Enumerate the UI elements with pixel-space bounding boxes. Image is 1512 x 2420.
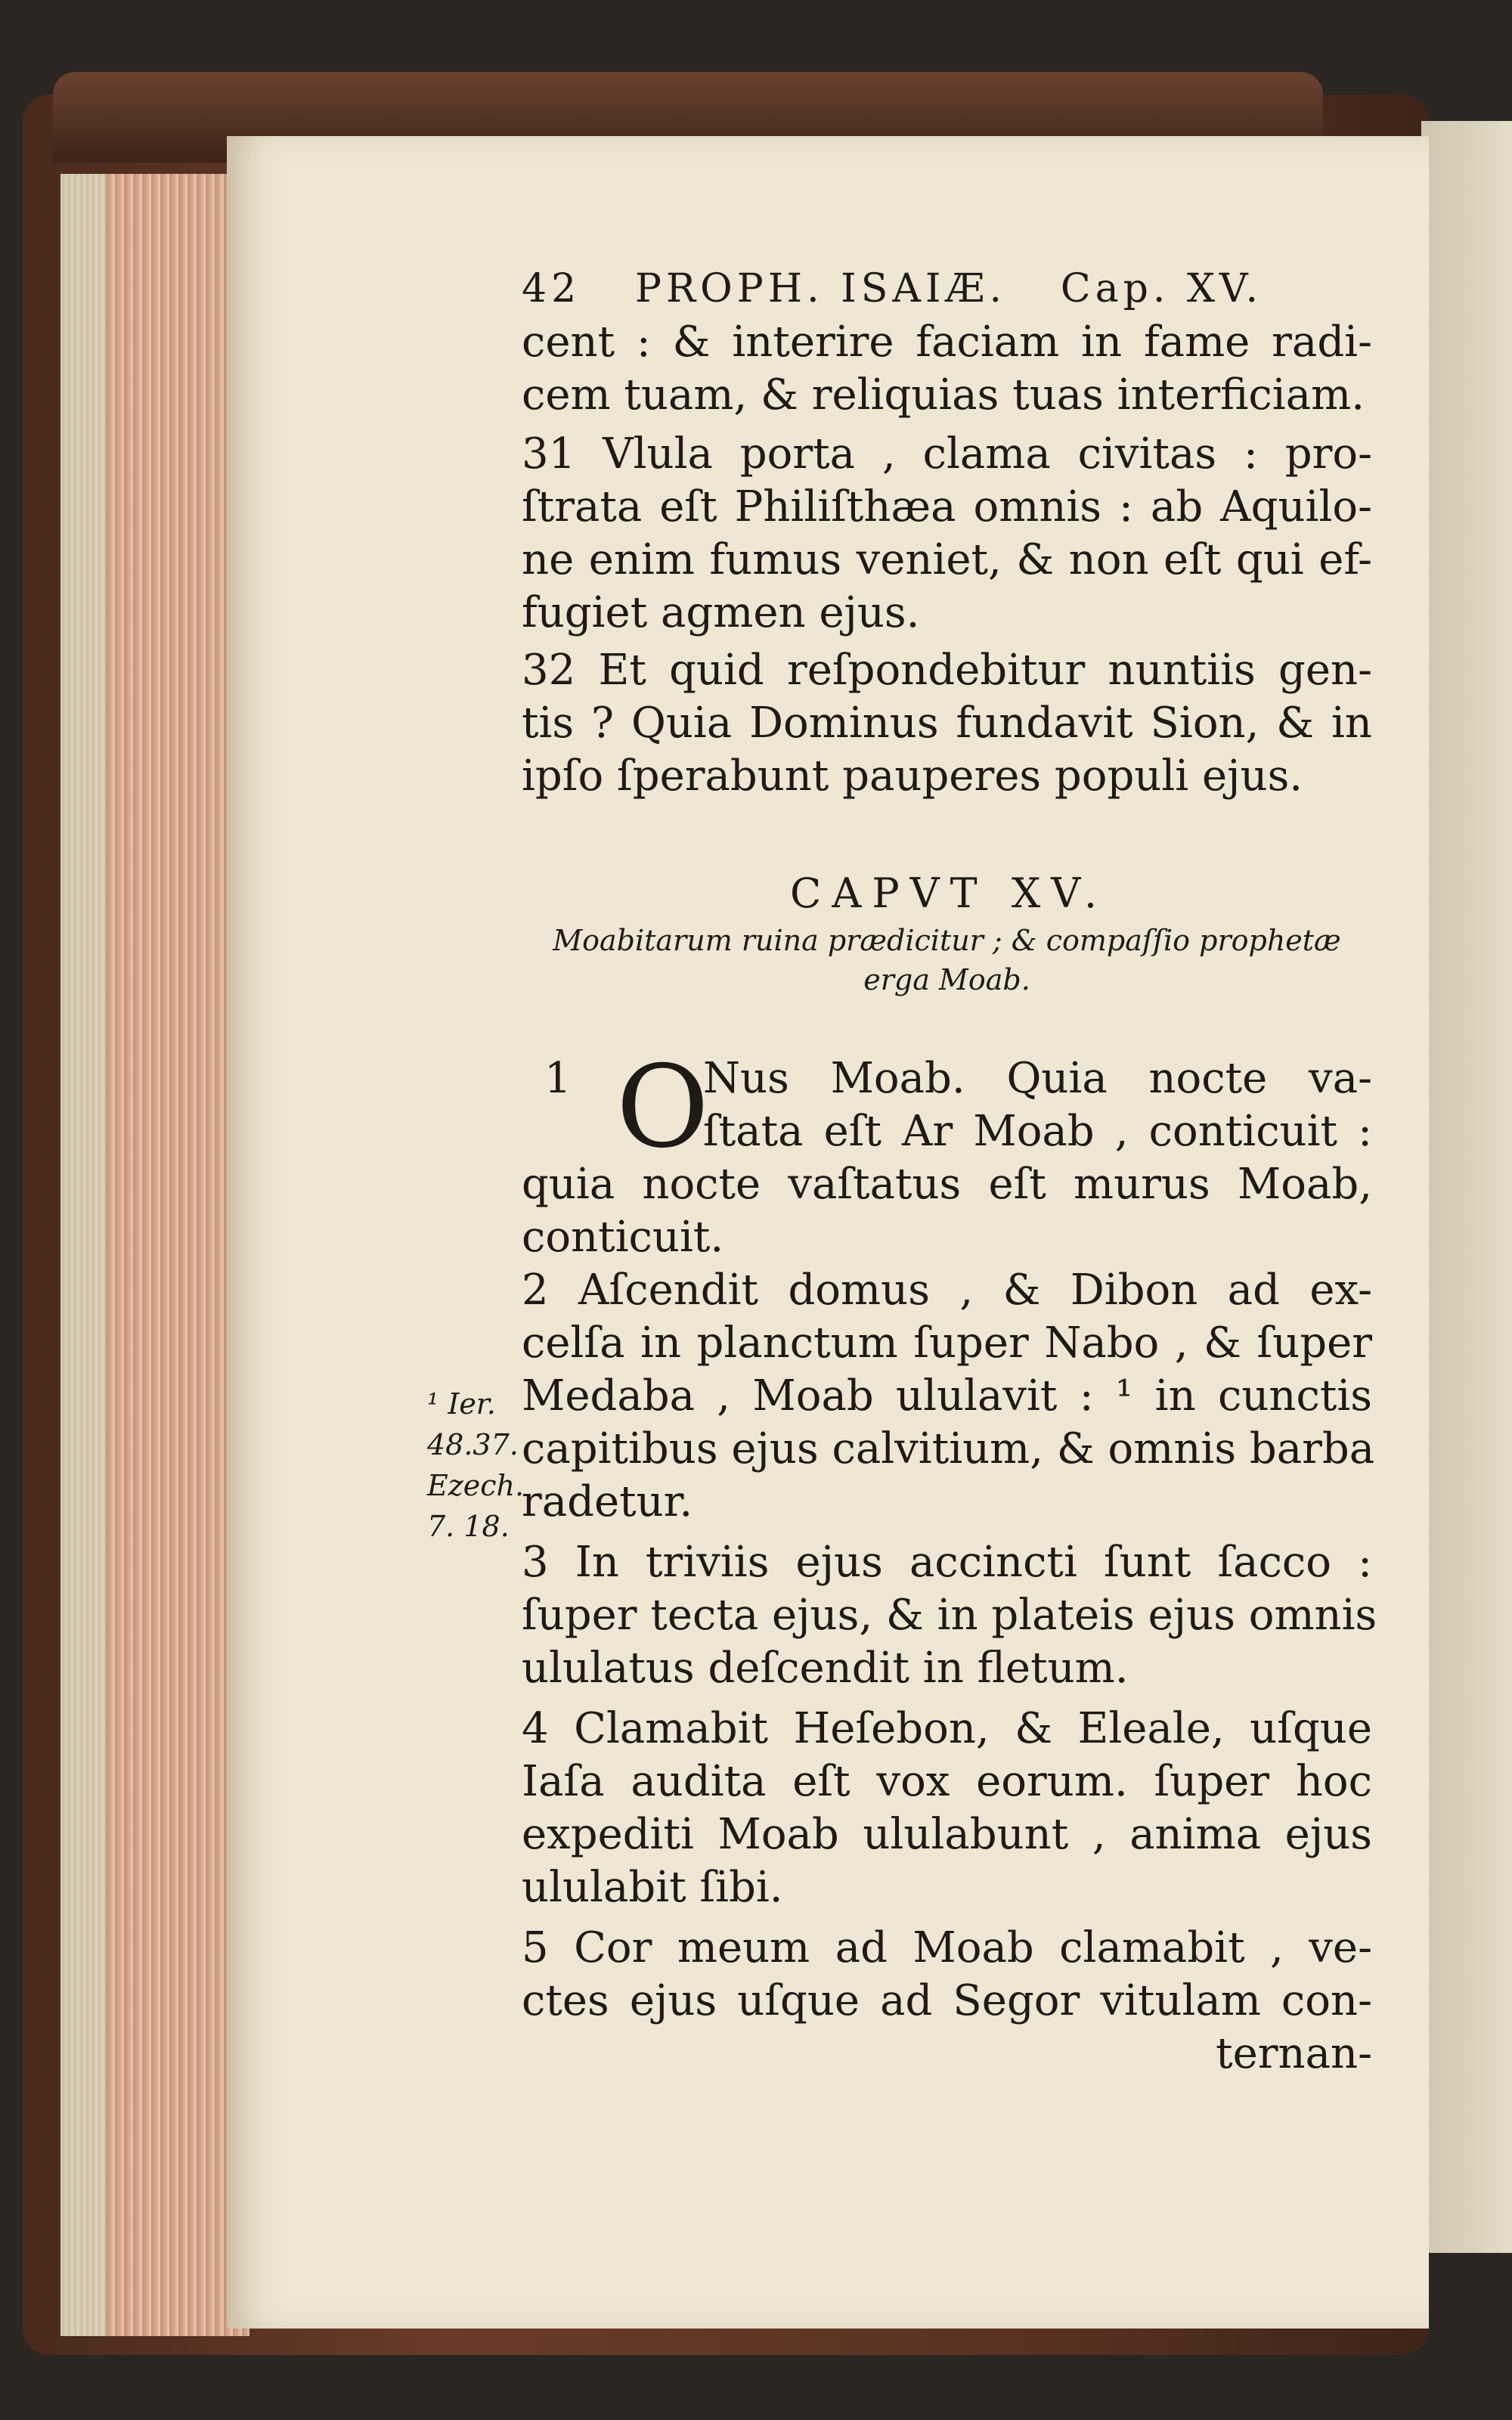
text-line: 4 Clamabit Heſebon, & Eleale, uſque [522,1704,1372,1753]
text-line: cent : & interire faciam in fame radi- [522,318,1372,367]
text-line: fugiet agmen ejus. [522,588,920,637]
text-line: ipſo ſperabunt pauperes populi ejus. [522,751,1303,801]
text-line: Medaba , Moab ululavit : ¹ in cunctis [522,1371,1372,1421]
text-line: 31 Vlula porta , clama civitas : pro- [522,429,1372,479]
text-line: tis ? Quia Dominus fundavit Sion, & in [522,699,1372,748]
facing-page-edge [1421,121,1512,2253]
chapter-summary [522,921,1372,999]
text-line: celſa in planctum ſuper Nabo , & ſuper [522,1318,1372,1368]
text-line: expediti Moab ululabunt , anima ejus [522,1810,1372,1859]
margin-note-line: 7. 18. [427,1510,510,1543]
text-line: ctes ejus uſque ad Segor vitulam con- [522,1976,1372,2025]
margin-note-line: 48.37. [427,1428,519,1461]
chapter-heading: CAPVT XV. [790,869,1108,917]
drop-cap: O [616,1042,709,1173]
text-line: Nus Moab. Quia nocte va- [703,1054,1372,1103]
text-line: quia nocte vaſtatus eſt murus Moab, [522,1160,1372,1209]
text-line: radetur. [522,1477,693,1526]
text-line: Iaſa audita eſt vox eorum. ſuper hoc [522,1757,1372,1806]
chapter-label: Cap. XV. [1060,266,1263,311]
text-line: ſtrata eſt Philiſthæa omnis : ab Aquilo- [522,482,1372,531]
running-head [522,266,1263,311]
text-line: ſuper tecta ejus, & in plateis ejus omnis [522,1591,1377,1640]
margin-note-line: ¹ Ier. [427,1387,496,1421]
text-line: capitibus ejus calvitium, & omnis barba [522,1424,1375,1473]
text-line: conticuit. [522,1213,724,1262]
text-line: ne enim fumus veniet, & non eſt qui ef- [522,535,1372,584]
text-line: 32 Et quid reſpondebitur nuntiis gen- [522,646,1372,695]
text-line: 2 Aſcendit domus , & Dibon ad ex- [522,1266,1372,1315]
text-line: ululatus deſcendit in fletum. [522,1644,1129,1693]
text-line: ululabit ſibi. [522,1863,783,1912]
margin-note-line: Ezech. [427,1469,525,1502]
summary-line: erga Moab. [863,963,1030,996]
summary-line: Moabitarum ruina prædicitur ; & compaſſio prophetæ [553,924,1341,957]
catchword: ternan- [1216,2029,1372,2078]
book-title: PROPH. ISAIÆ. [635,266,1007,311]
text-line: 5 Cor meum ad Moab clamabit , ve- [522,1923,1372,1972]
text-line: cem tuam, & reliquias tuas interficiam. [522,370,1365,420]
text-line: 3 In triviis ejus accincti ſunt ſacco : [522,1538,1372,1587]
verse-number: 1 [544,1054,572,1103]
text-line: ſtata eſt Ar Moab , conticuit : [703,1107,1372,1156]
page-number: 42 [522,266,581,311]
